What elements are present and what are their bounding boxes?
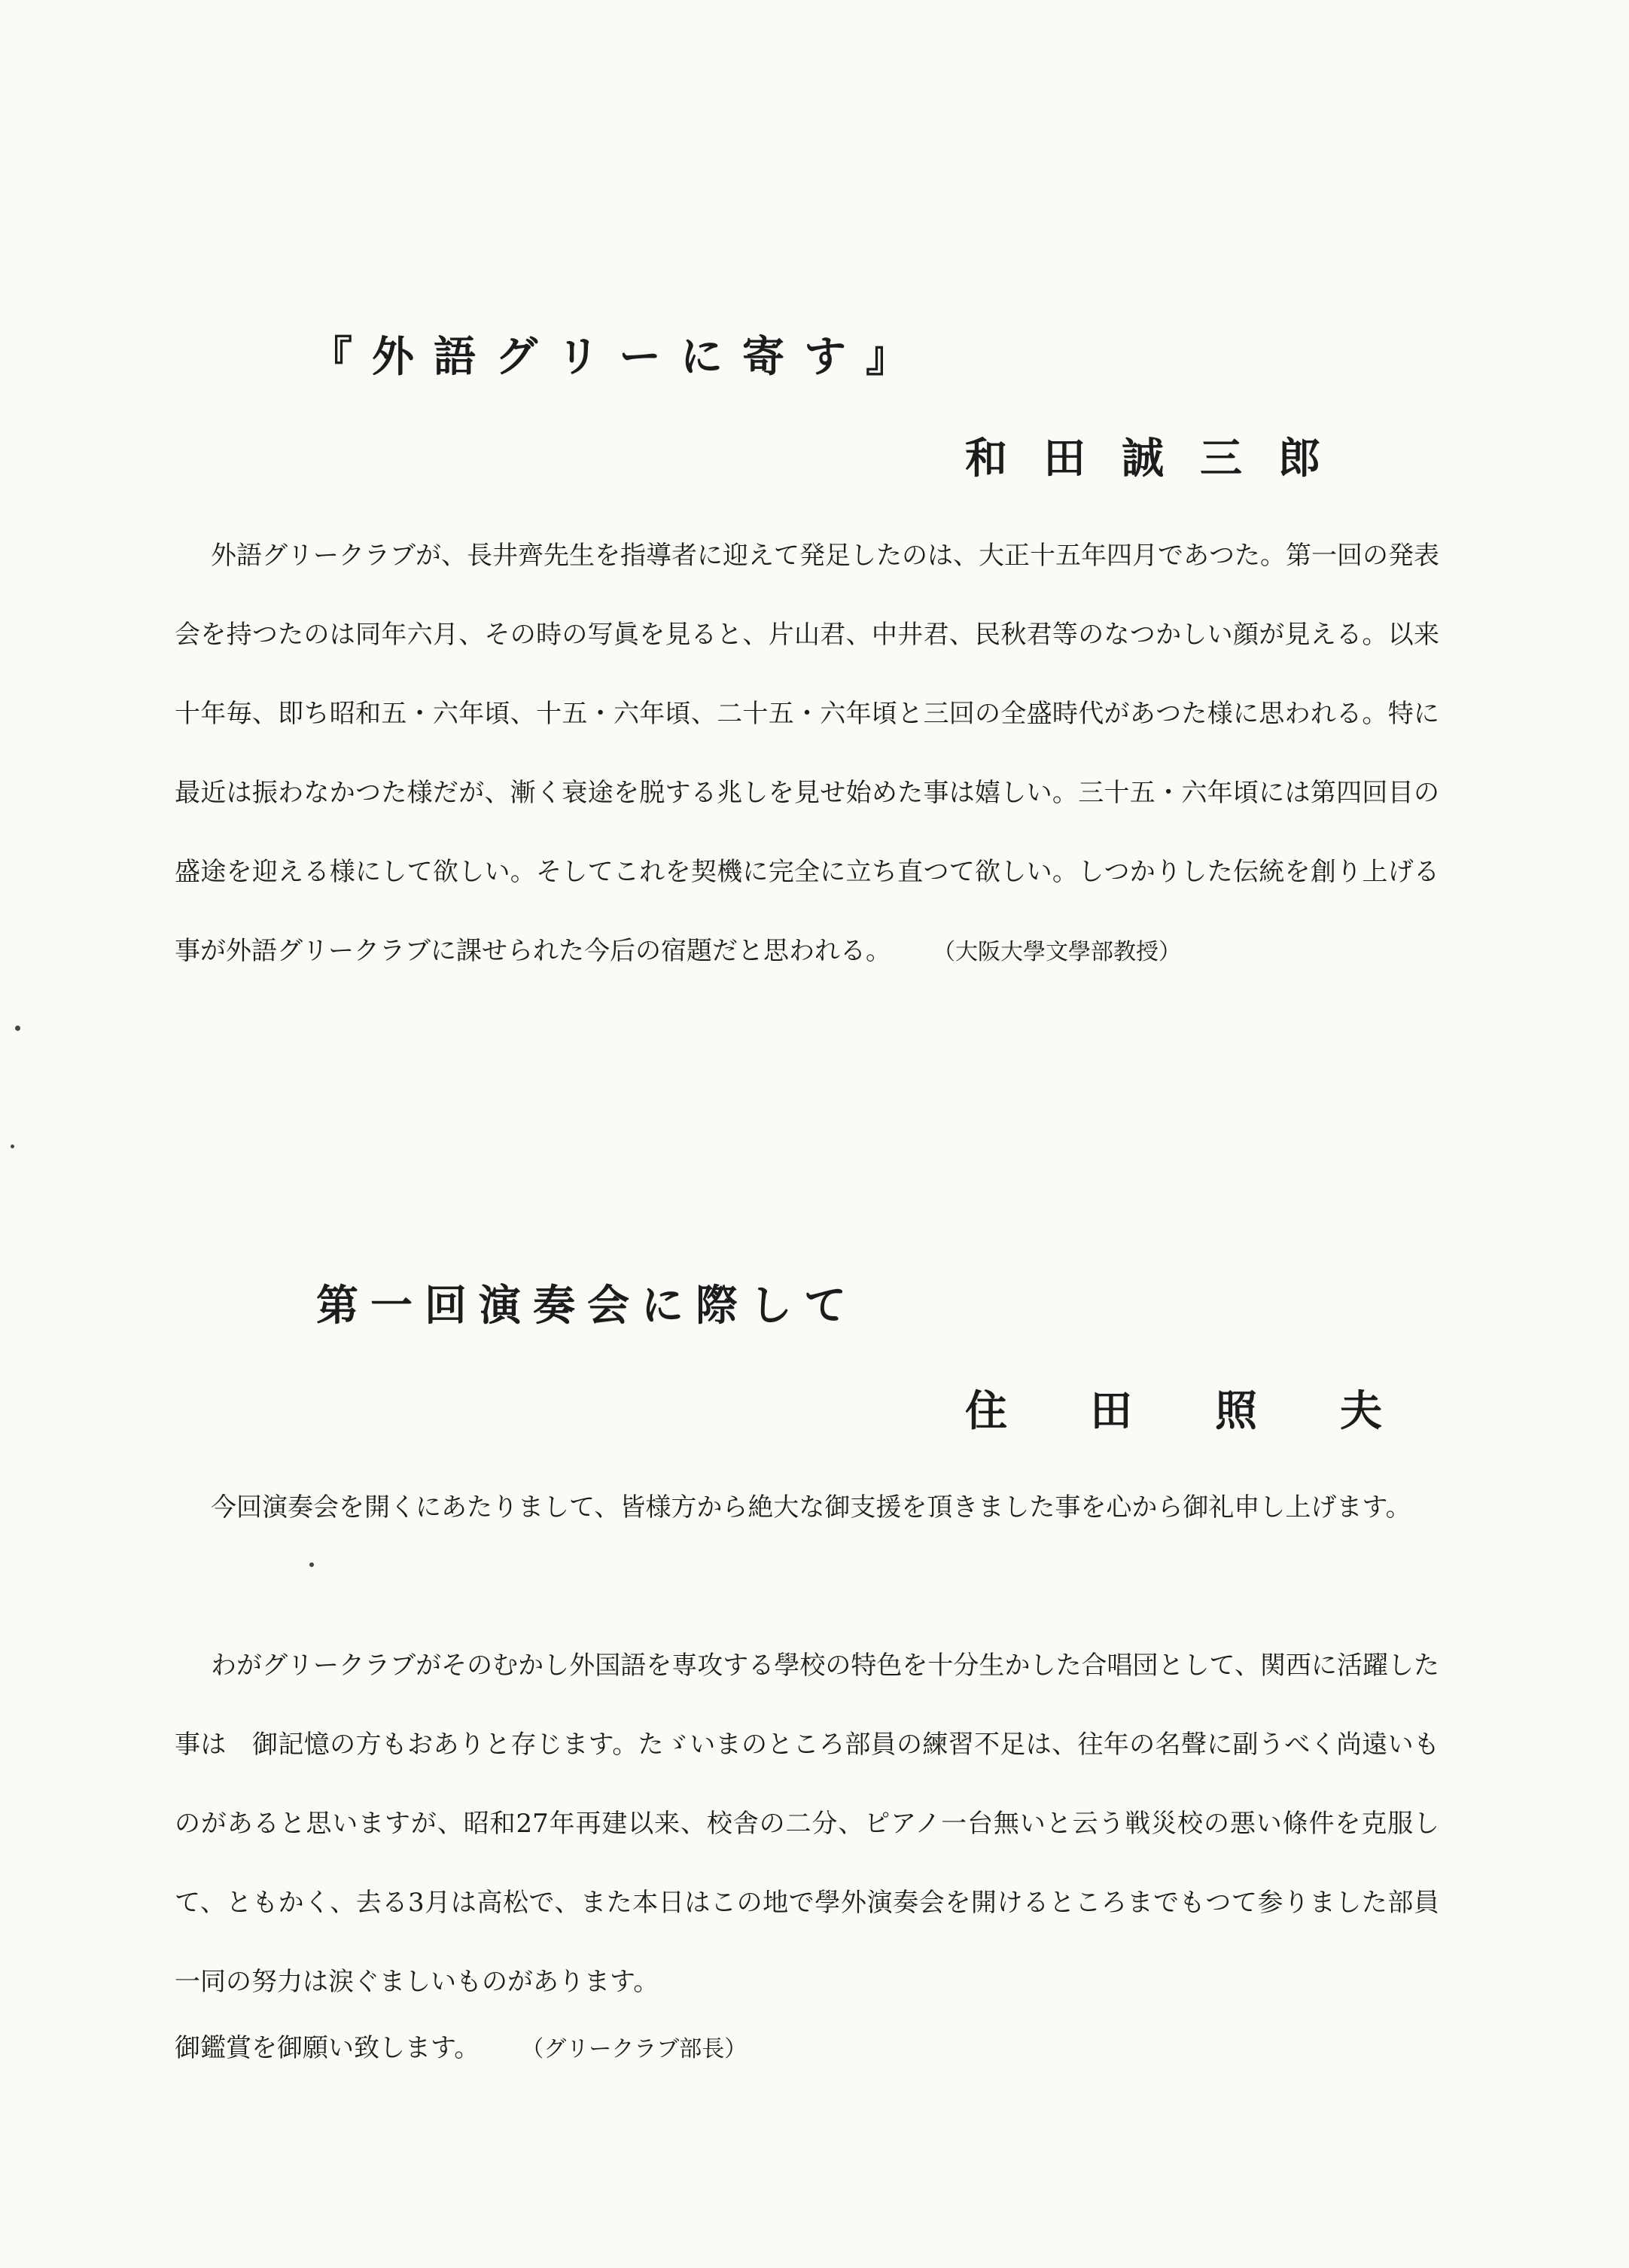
section2-affiliation: （グリークラブ部長） xyxy=(532,2036,748,2062)
section1-body xyxy=(175,517,1439,992)
section2-author xyxy=(965,1378,1465,1438)
section2-closing-text: 御鑑賞を御願い致します。 xyxy=(175,2033,480,2063)
scan-speck xyxy=(15,1026,20,1031)
section1-affiliation: （大阪大學文學部教授） xyxy=(944,939,1181,965)
section2-closing xyxy=(175,2026,1439,2072)
section1-author xyxy=(965,425,1394,486)
scan-speck xyxy=(11,1145,14,1148)
section1-title: 『外語グリーに寄す』 xyxy=(310,332,927,382)
section1-body-text: 外語グリークラブが、長井齊先生を指導者に迎えて発足したのは、大正十五年四月であつた。第一回の発表会を持つたのは同年六月、その時の写眞を見ると、片山君、中井君、民秋君等のなつかしい顔が見える。以来十年毎、即ち昭和五・六年頃、十五・六年頃、二十五・六年頃と三回の全盛時代があつた様に思われる。特に最近は振わなかつた様だが、漸く衰途を脱する兆しを見せ始めた事は嬉しい。三十五・六年頃には第四回目の盛途を迎える様にして欲しい。そしてこれを契機に完全に立ち直つて欲しい。しつかりした伝統を創り上げる事が外語グリークラブに課せられた今后の宿題だと思われる。 xyxy=(175,541,1439,966)
section2-paragraph-1: 今回演奏会を開くにあたりまして、皆様方から絶大な御支援を頂きました事を心から御礼申し上げます。 xyxy=(211,1492,1411,1523)
section2-title: 第一回演奏会に際して xyxy=(316,1281,858,1331)
section2-paragraph-2: わがグリークラブがそのむかし外国語を専攻する學校の特色を十分生かした合唱団として、関西に活躍した事は 御記憶の方もおありと存じます。たゞいまのところ部員の練習不足は、往年の名聲に副うべく尚遠いものがあると思いますが、昭和27年再建以来、校舎の二分、ピアノ一台無いと云う戦災校の悪い條件を克服して、ともかく、去る3月は高松で、また本日はこの地で學外演奏会を開けるところまでもつて参りました部員一同の努力は涙ぐましいものがあります。 xyxy=(175,1651,1439,1997)
section1-author-name: 和田誠三郎 xyxy=(965,434,1356,483)
scan-speck xyxy=(309,1562,314,1567)
section2-author-name: 住田照夫 xyxy=(965,1386,1465,1436)
